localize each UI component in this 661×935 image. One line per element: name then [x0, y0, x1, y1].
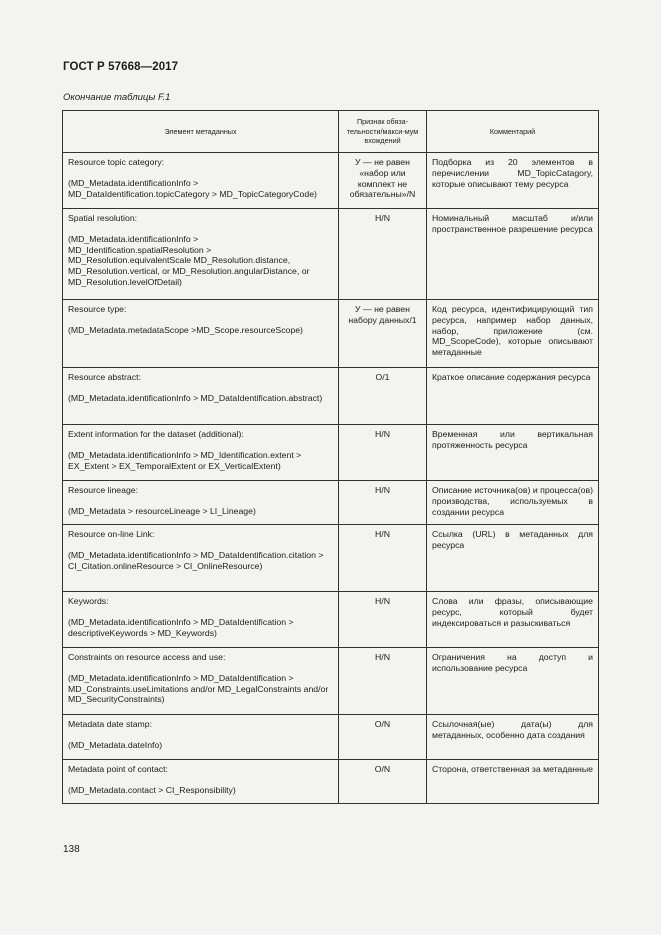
page-number: 138 [63, 844, 80, 855]
table-row-constraints [63, 648, 599, 715]
comment-cell: Подборка из 20 элементов в перечислении MD_TopicCatagory, которые описывают тему ресурса [427, 153, 599, 209]
metadata-table [62, 110, 599, 804]
table-header-row [63, 111, 599, 153]
table-row-resource-topic-category [63, 153, 599, 209]
table-row-keywords [63, 592, 599, 648]
requirement-cell: Н/N [339, 425, 427, 481]
comment-cell: Номинальный масштаб и/или пространственное разрешение ресурса [427, 209, 599, 300]
requirement-cell: Н/N [339, 481, 427, 525]
element-name: Resource type: [68, 304, 127, 314]
comment-cell: Ссылка (URL) в метаданных для ресурса [427, 525, 599, 592]
requirement-cell: О/N [339, 715, 427, 760]
element-path: (MD_Metadata.metadataScope >MD_Scope.resourceScope) [68, 324, 303, 335]
table-row-resource-abstract [63, 368, 599, 425]
requirement-cell: Н/N [339, 592, 427, 648]
requirement-cell: О/N [339, 760, 427, 804]
element-name: Metadata date stamp: [68, 719, 153, 729]
element-name: Spatial resolution: [68, 213, 138, 223]
comment-cell: Описание источника(ов) и процесса(ов) производства, используемых в создании ресурса [427, 481, 599, 525]
element-name: Constraints on resource access and use: [68, 652, 226, 662]
comment-cell: Краткое описание содержания ресурса [427, 368, 599, 425]
element-path: (MD_Metadata.contact > CI_Responsibility) [68, 784, 236, 795]
element-path: (MD_Metadata.identificationInfo > MD_DataIdentification > MD_Constraints.useLimitations and/or MD_LegalConstraints and/or MD_SecurityConstraints) [68, 672, 329, 705]
header-requirement: Признак обяза-тельности/макси-мум вхождений [339, 111, 427, 153]
requirement-cell: Н/N [339, 648, 427, 715]
element-path: (MD_Metadata.identificationInfo > MD_DataIdentification.citation > CI_Citation.onlineResource > CI_OnlineResource) [68, 549, 324, 571]
table-row-metadata-date-stamp [63, 715, 599, 760]
requirement-cell: О/1 [339, 368, 427, 425]
element-path: (MD_Metadata.identificationInfo > MD_Identification.spatialResolution > MD_Resolution.equivalentScale MD_Resolution.distance, MD_Resolution.vertical, or MD_Resolution.angularDistance, or MD_Resolution.levelOfDetail) [68, 233, 310, 287]
table-row-resource-type [63, 300, 599, 368]
document-code: ГОСТ Р 57668—2017 [63, 61, 179, 73]
header-comment: Комментарий [427, 111, 599, 153]
element-path: (MD_Metadata > resourceLineage > LI_Lineage) [68, 505, 256, 516]
element-path: (MD_Metadata.identificationInfo > MD_Identification.extent > EX_Extent > EX_TemporalExtent or EX_VerticalExtent) [68, 449, 302, 471]
element-path: (MD_Metadata.identificationInfo > MD_DataIdentification.topicCategory > MD_TopicCategoryCode) [68, 177, 317, 199]
requirement-cell: У — не равен «набор или комплект не обязательны»/N [339, 153, 427, 209]
element-path: (MD_Metadata.dateInfo) [68, 739, 163, 750]
comment-cell: Сторона, ответственная за метаданные [427, 760, 599, 804]
element-name: Resource on-line Link: [68, 529, 155, 539]
element-name: Resource lineage: [68, 485, 139, 495]
requirement-cell: Н/N [339, 525, 427, 592]
comment-cell: Слова или фразы, описывающие ресурс, который будет индексироваться и разыскиваться [427, 592, 599, 648]
comment-cell: Ссылочная(ые) дата(ы) для метаданных, особенно дата создания [427, 715, 599, 760]
element-name: Resource topic category: [68, 157, 165, 167]
element-path: (MD_Metadata.identificationInfo > MD_DataIdentification > descriptiveKeywords > MD_Keywords) [68, 616, 294, 638]
element-name: Extent information for the dataset (additional): [68, 429, 244, 439]
table-row-metadata-point-of-contact [63, 760, 599, 804]
table-caption: Окончание таблицы F.1 [63, 92, 171, 103]
requirement-cell: У — не равен набору данных/1 [339, 300, 427, 368]
table-row-resource-lineage [63, 481, 599, 525]
element-name: Keywords: [68, 596, 109, 606]
element-name: Resource abstract: [68, 372, 141, 382]
comment-cell: Временная или вертикальная протяженность ресурса [427, 425, 599, 481]
table-row-extent-information [63, 425, 599, 481]
comment-cell: Ограничения на доступ и использование ресурса [427, 648, 599, 715]
element-name: Metadata point of contact: [68, 764, 168, 774]
table-row-resource-online-link [63, 525, 599, 592]
element-path: (MD_Metadata.identificationInfo > MD_DataIdentification.abstract) [68, 392, 323, 403]
table-row-spatial-resolution [63, 209, 599, 300]
header-element: Элемент метаданных [63, 111, 339, 153]
comment-cell: Код ресурса, идентифицирующий тип ресурса, например набор данных, набор, приложение (см. MD_ScopeCode), которые описывают метаданные [427, 300, 599, 368]
requirement-cell: Н/N [339, 209, 427, 300]
